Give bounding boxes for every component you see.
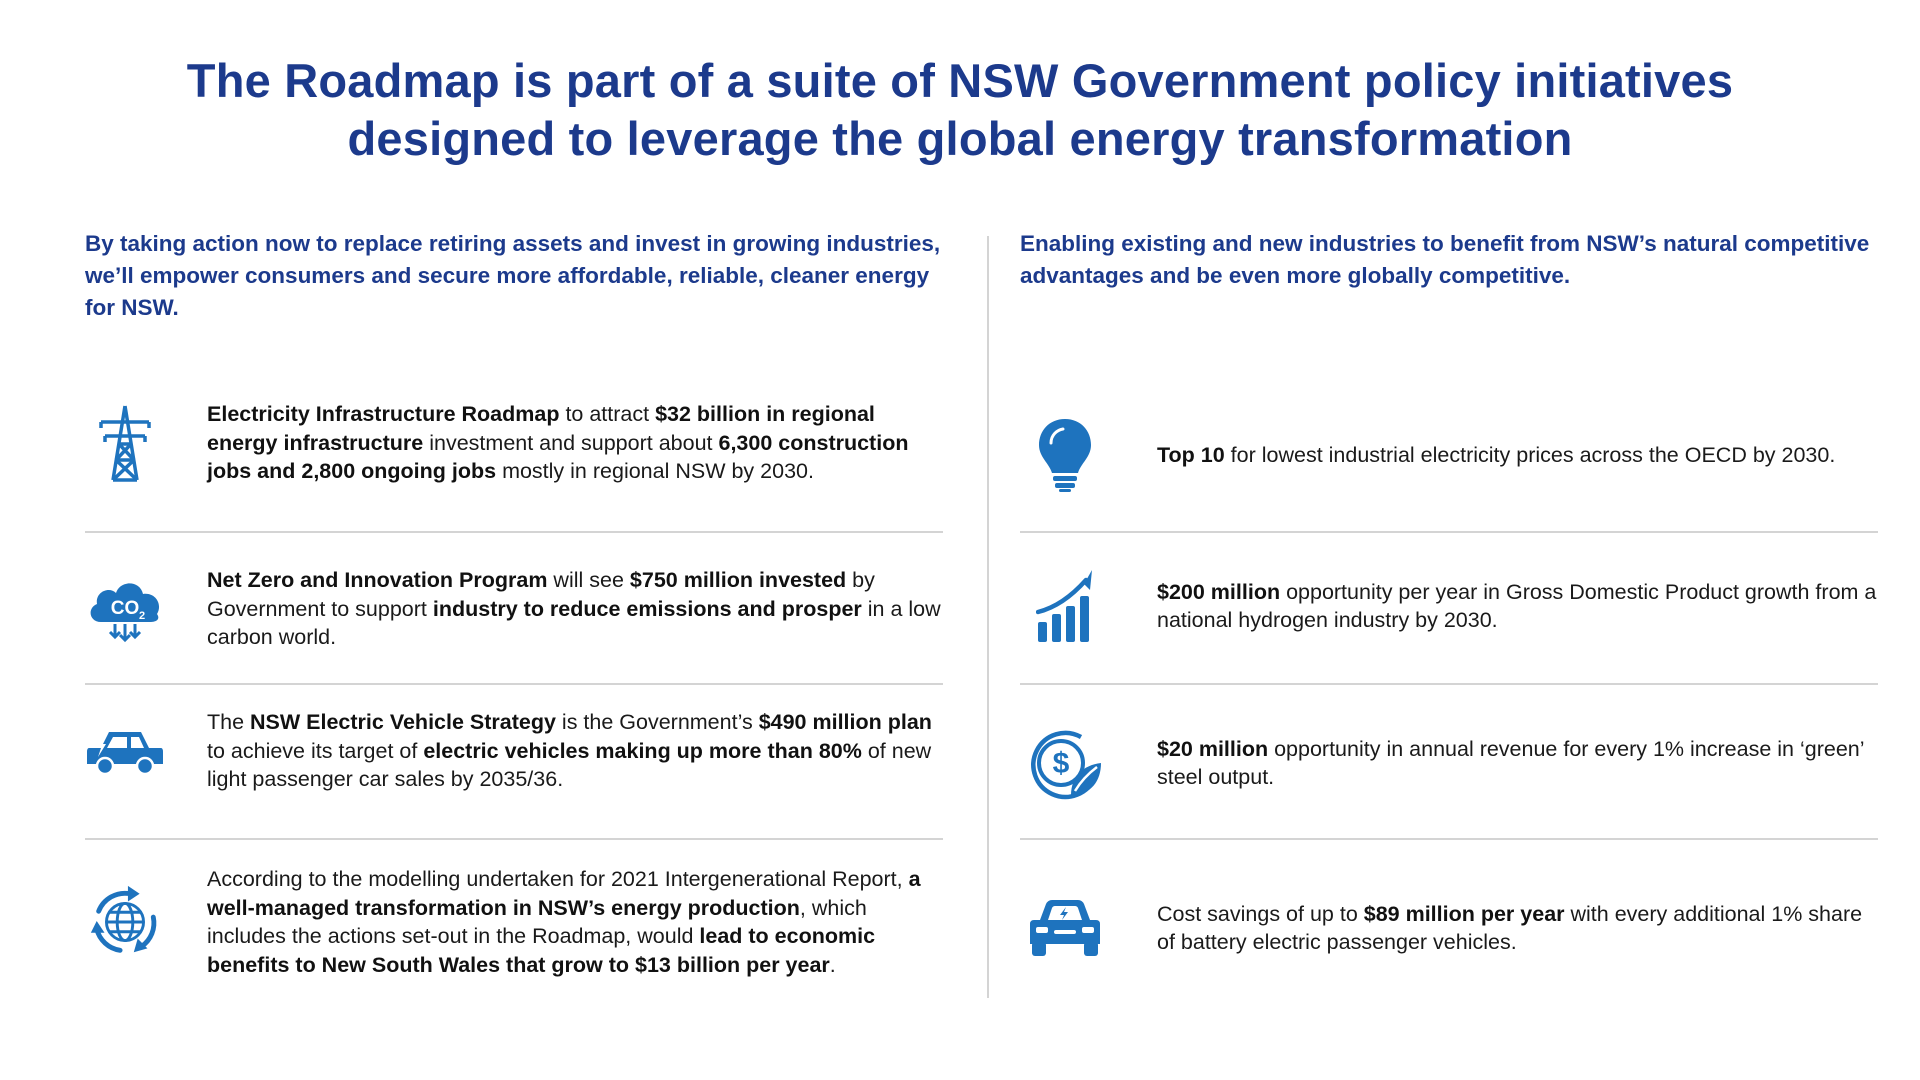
co2-cloud-icon [85, 569, 165, 649]
divider-rule [85, 683, 943, 685]
transmission-tower-icon [85, 403, 165, 483]
left-item-intergenerational [85, 865, 945, 979]
title-line-2: designed to leverage the global energy transformation [347, 112, 1573, 165]
bold-text: a well-managed transformation in NSW’s energy production [207, 867, 921, 920]
right-item-battery-ev [1020, 888, 1880, 968]
body-text: of new light passenger car sales by 2035/36. [207, 738, 932, 791]
body-text: with every additional 1% share of battery electric passenger vehicles. [1157, 901, 1863, 954]
left-item-net-zero [85, 566, 945, 652]
bold-text: NSW Electric Vehicle Strategy [250, 710, 556, 734]
right-column [1020, 228, 1880, 954]
left-item-text [207, 566, 945, 652]
bold-text: electric vehicles making up more than 80% [423, 738, 862, 763]
body-text: , which includes the actions set-out in the Roadmap, would [207, 895, 867, 948]
right-item-electricity-prices [1020, 415, 1880, 495]
battery-car-icon [1025, 888, 1105, 968]
column-divider [987, 236, 989, 998]
body-text: Cost savings of up to [1157, 901, 1364, 926]
globe-cycle-icon [85, 882, 165, 962]
divider-rule [85, 838, 943, 840]
bold-text: $32 billion in regional energy infrastructure [207, 402, 875, 455]
body-text: opportunity per year in Gross Domestic Product growth from a national hydrogen industry by 2030. [1157, 579, 1877, 632]
body-text: mostly in regional NSW by 2030. [496, 459, 814, 483]
body-text: to attract [559, 402, 656, 426]
bold-text: Net Zero and Innovation Program [207, 568, 548, 592]
body-text: to achieve its target of [207, 738, 424, 763]
body-text: in a low carbon world. [207, 596, 941, 649]
svg-text:$: $ [1052, 747, 1070, 780]
body-text: . [829, 952, 836, 977]
bold-text: Electricity Infrastructure Roadmap [207, 402, 560, 426]
left-intro: By taking action now to replace retiring assets and invest in growing industries, we’ll empower consumers and secure more affordable, reliable, cleaner energy for NSW. [85, 231, 941, 320]
title-line-1: The Roadmap is part of a suite of NSW Government policy initiatives [186, 54, 1734, 107]
divider-rule [1020, 838, 1878, 840]
right-intro: Enabling existing and new industries to benefit from NSW’s natural competitive advantages and be even more globally competitive. [1020, 231, 1870, 288]
bold-text: $20 million [1157, 736, 1269, 761]
right-item-text [1157, 578, 1880, 635]
left-item-roadmap [85, 400, 945, 486]
left-item-text [207, 708, 945, 794]
growth-chart-icon [1025, 566, 1105, 646]
body-text: According to the modelling undertaken for 2021 Intergenerational Report, [207, 867, 909, 891]
svg-text:CO: CO [110, 597, 140, 619]
bold-text: lead to economic benefits to New South Wales that grow to $13 billion per year [207, 924, 876, 977]
bold-text: Top 10 [1157, 442, 1225, 467]
bold-text: $200 million [1157, 579, 1281, 604]
right-item-text [1157, 441, 1835, 470]
body-text: for lowest industrial electricity prices across the OECD by 2030. [1224, 442, 1836, 467]
body-text: will see [547, 568, 630, 592]
divider-rule [1020, 531, 1878, 533]
bold-text: $89 million per year [1363, 901, 1565, 926]
svg-text:2: 2 [138, 609, 146, 622]
body-text: is the Government’s [555, 710, 759, 734]
left-item-text [207, 400, 945, 486]
bold-text: $750 million invested [629, 568, 847, 592]
left-column [85, 228, 945, 977]
body-text: opportunity in annual revenue for every 1% increase in ‘green’ steel output. [1157, 736, 1864, 789]
body-text: by Government to support [207, 568, 875, 621]
divider-rule [1020, 683, 1878, 685]
left-item-text [207, 865, 945, 979]
bold-text: $490 million plan [758, 710, 932, 734]
right-item-green-steel [1020, 723, 1880, 803]
green-dollar-icon [1025, 723, 1105, 803]
body-text: The [207, 710, 251, 734]
electric-car-icon [85, 711, 165, 791]
lightbulb-icon [1025, 415, 1105, 495]
page-title [60, 52, 1860, 168]
right-item-text [1157, 900, 1880, 957]
right-item-text [1157, 735, 1880, 792]
body-text: investment and support about [423, 430, 719, 455]
divider-rule [85, 531, 943, 533]
left-item-ev-strategy [85, 708, 945, 794]
right-item-hydrogen [1020, 566, 1880, 646]
bold-text: industry to reduce emissions and prosper [432, 596, 862, 621]
bold-text: 6,300 construction jobs and 2,800 ongoing jobs [207, 430, 909, 483]
